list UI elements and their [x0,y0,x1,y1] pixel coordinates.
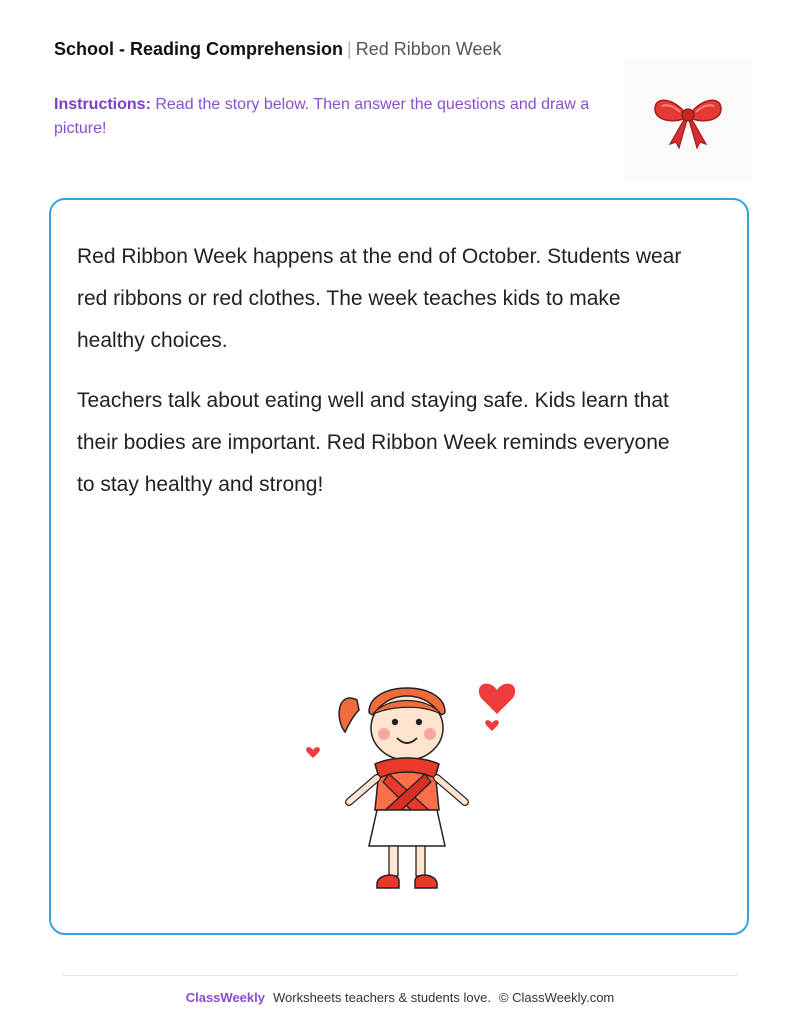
topic-title: Red Ribbon Week [355,39,502,59]
girl-with-red-ribbon-illustration [297,660,537,910]
title-separator: | [347,39,352,59]
instructions-label: Instructions: [54,96,151,113]
bow-image-box [624,58,752,182]
instructions [54,93,614,141]
instructions-text: Read the story below. Then answer the questions and draw a picture! [54,96,590,137]
footer-divider [62,975,738,976]
footer-brand[interactable]: ClassWeekly [185,990,265,1005]
worksheet-header [54,37,501,61]
story-card [49,198,749,935]
red-bow-icon [652,90,724,150]
story-paragraph-1: Red Ribbon Week happens at the end of October. Students wear red ribbons or red clothes. The week teaches kids to make healthy choices. [77,245,682,352]
subject-title: School - Reading Comprehension [54,39,344,59]
footer-tagline: Worksheets teachers & students love. [272,990,491,1005]
footer-copyright: © ClassWeekly.com [498,990,615,1005]
story-text [77,236,687,524]
story-paragraph-2: Teachers talk about eating well and staying safe. Kids learn that their bodies are important. Red Ribbon Week reminds everyone to stay healthy and strong! [77,389,670,496]
footer [0,989,800,1007]
